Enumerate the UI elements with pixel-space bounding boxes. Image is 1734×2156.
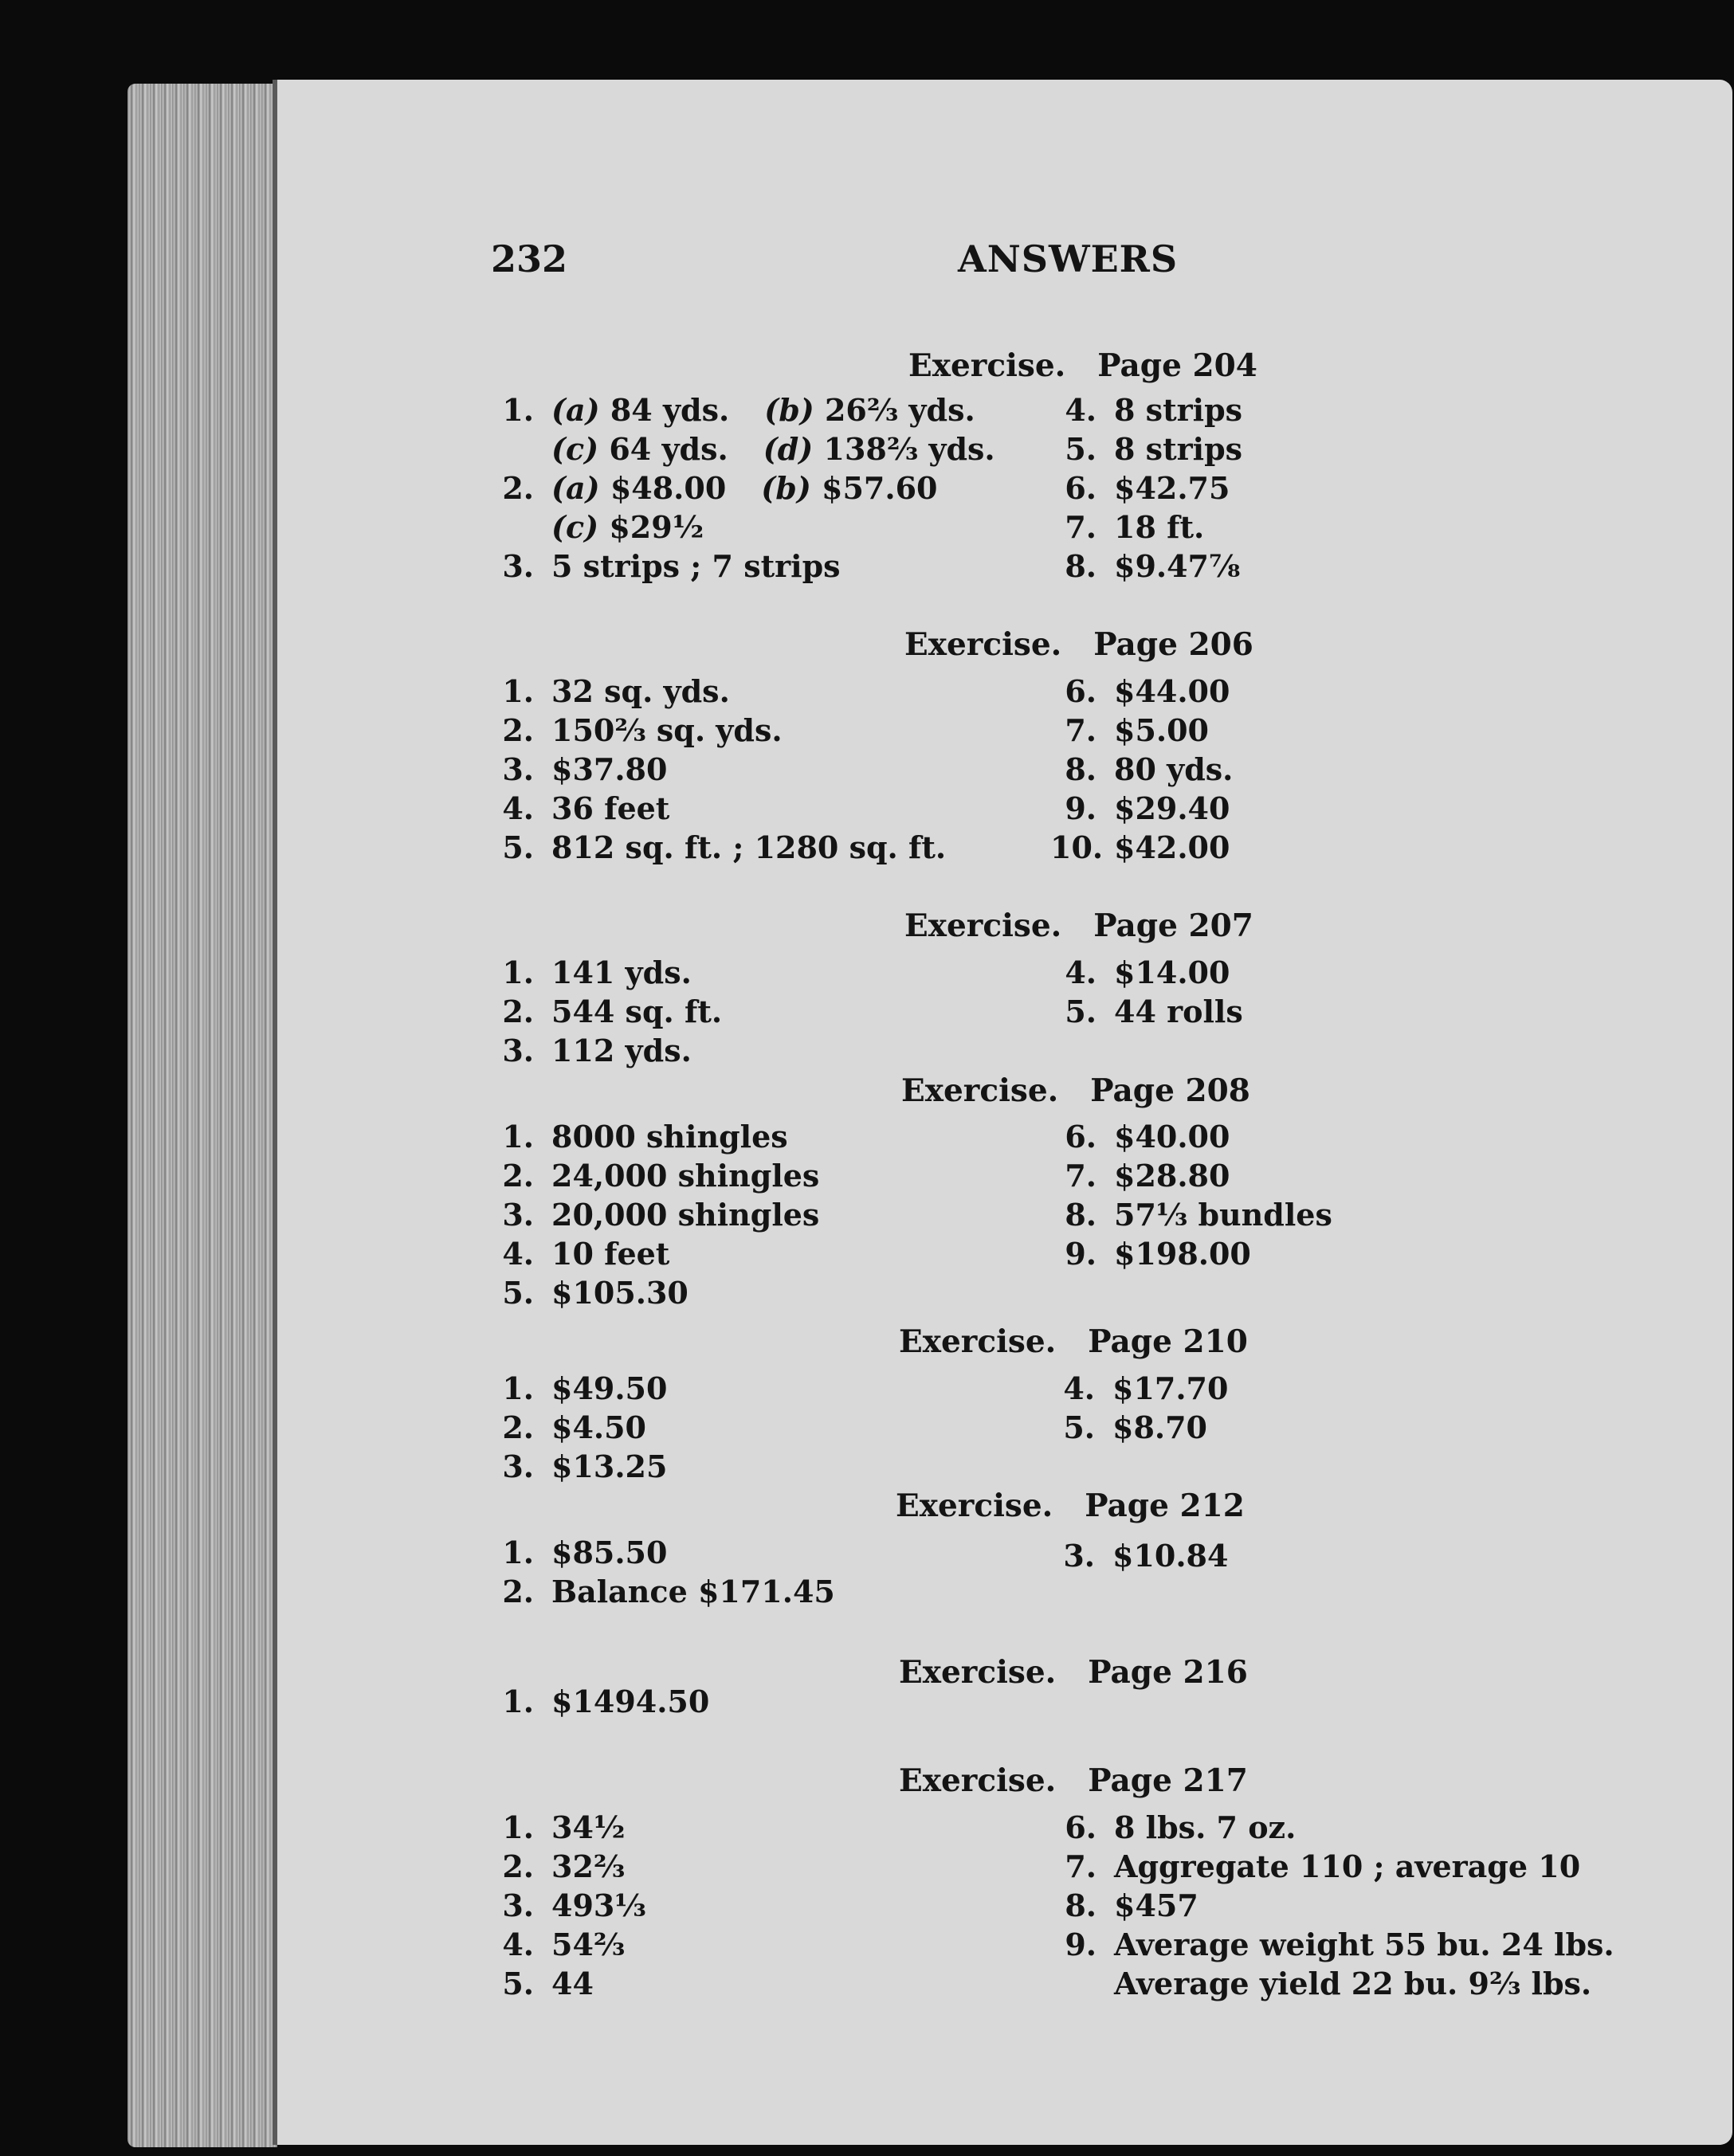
section-header [899,1323,1248,1360]
answer-line [488,751,668,787]
section-header [904,907,1253,944]
answer-number: 4. [1063,1370,1095,1406]
answer-text: $29½ [609,509,704,545]
answer-number: 1. [502,955,534,990]
part-label: (b) [764,392,814,428]
answer-number: 8. [1065,1887,1096,1923]
answer-text: $17.70 [1112,1370,1229,1406]
answer-text: 32⅔ [551,1848,626,1884]
answer-text: 26⅔ yds. [824,392,975,428]
exercise-page: Page 207 [1093,907,1253,944]
exercise-label: Exercise. [901,1072,1059,1109]
answer-text: 34½ [551,1809,626,1845]
answer-line [488,470,938,506]
answer-number: 2. [502,1574,534,1609]
answer-text: $28.80 [1114,1158,1230,1194]
answer-line [1050,470,1230,506]
answer-line [488,548,841,584]
answer-text: Aggregate 110 ; average 10 [1114,1848,1581,1884]
answer-number: 1. [502,1119,534,1154]
answer-number: 5. [502,1275,534,1311]
part-label: (d) [763,431,814,467]
answer-text: $105.30 [551,1275,688,1311]
answer-line [488,994,723,1029]
answer-number: 3. [502,1033,534,1068]
answer-text: 150⅔ sq. yds. [551,712,783,748]
answer-line [1050,1809,1297,1845]
answer-line [1050,751,1234,787]
answer-number: 3. [502,1197,534,1233]
answer-line [488,1448,668,1484]
answer-number: 9. [1065,790,1096,826]
answer-text: $4.50 [551,1409,646,1445]
answer-line [1049,1538,1229,1574]
answer-number: 4. [502,790,534,826]
section-header [908,347,1257,384]
answer-number: 6. [1065,673,1096,709]
answer-text: 112 yds. [551,1033,692,1068]
answer-text: 24,000 shingles [551,1158,820,1194]
exercise-page: Page 204 [1097,347,1257,384]
answer-number: 2. [502,1409,534,1445]
answer-line [488,829,947,865]
answer-line [1050,829,1230,865]
answer-text: $40.00 [1114,1119,1230,1154]
answer-text: 812 sq. ft. ; 1280 sq. ft. [551,829,947,865]
answer-line [488,1535,668,1570]
answer-number: 9. [1065,1927,1096,1962]
answer-line [1050,1927,1614,1962]
exercise-page: Page 210 [1088,1323,1248,1360]
answer-number: 5. [502,829,534,865]
answer-text: 8 strips [1114,392,1243,428]
answer-text: 36 feet [551,790,670,826]
answer-line [488,392,975,428]
answer-text: Average yield 22 bu. 9⅔ lbs. [1114,1966,1592,2001]
answer-number: 2. [502,1848,534,1884]
answer-line [1050,1119,1230,1154]
answer-line [488,712,783,748]
answer-text: 8 strips [1114,431,1243,467]
answer-number: 10. [1050,829,1104,865]
answer-line [488,431,995,467]
answer-number: 3. [502,1887,534,1923]
answer-line [1050,431,1243,467]
answer-line [488,1927,626,1962]
answer-text: 32 sq. yds. [551,673,730,709]
part-label: (c) [551,509,599,545]
answer-line [1050,673,1230,709]
answer-number: 4. [1065,955,1096,990]
section-header [899,1654,1248,1691]
answer-number: 7. [1065,509,1096,545]
answer-text: $5.00 [1114,712,1209,748]
answer-line [488,1158,820,1194]
answer-line [1050,1966,1592,2001]
answer-number: 5. [1065,994,1096,1029]
answer-text: 8000 shingles [551,1119,788,1154]
exercise-page: Page 212 [1085,1488,1245,1524]
exercise-label: Exercise. [899,1762,1057,1799]
answer-text: $49.50 [551,1370,668,1406]
answer-line [1050,548,1241,584]
answer-text: $57.60 [822,470,938,506]
answer-text: 18 ft. [1114,509,1205,545]
answer-number: 5. [502,1966,534,2001]
section-header [896,1488,1245,1524]
answer-line [1050,712,1209,748]
answer-text: 44 rolls [1114,994,1243,1029]
answer-line [488,1848,626,1884]
answer-number: 1. [502,392,534,428]
answer-text: 5 strips ; 7 strips [551,548,841,584]
answer-number: 5. [1065,431,1096,467]
answer-number: 3. [502,1448,534,1484]
exercise-page: Page 206 [1093,626,1253,663]
answer-number: 8. [1065,1197,1096,1233]
page-number: 232 [491,237,568,280]
answer-text: 64 yds. [609,431,728,467]
answer-number: 4. [502,1236,534,1272]
answer-text: $42.75 [1114,470,1230,506]
part-label: (b) [761,470,811,506]
answer-text: 80 yds. [1114,751,1234,787]
exercise-label: Exercise. [896,1488,1053,1524]
answer-number: 5. [1063,1409,1095,1445]
answer-text: $457 [1114,1887,1198,1923]
answer-line [488,509,704,545]
answer-line [1050,994,1243,1029]
answer-line [488,673,730,709]
answer-text: $8.70 [1112,1409,1207,1445]
answer-text: 138⅔ yds. [823,431,995,467]
answer-number: 1. [502,1370,534,1406]
running-title: ANSWERS [958,237,1179,280]
answer-line [1050,955,1230,990]
answer-number: 9. [1065,1236,1096,1272]
answer-line [1050,1887,1198,1923]
answer-text: $1494.50 [551,1684,710,1719]
answer-number: 3. [502,548,534,584]
answer-line [488,1119,788,1154]
answer-line [488,1574,835,1609]
answer-number: 2. [502,712,534,748]
answer-number: 6. [1065,1119,1096,1154]
answer-line [488,1197,820,1233]
answer-number: 6. [1065,1809,1096,1845]
answer-text: 141 yds. [551,955,692,990]
answer-line [488,1033,692,1068]
answer-line [488,1236,670,1272]
answer-line [488,1684,710,1719]
exercise-page: Page 217 [1088,1762,1248,1799]
answer-number: 6. [1065,470,1096,506]
answer-text: 544 sq. ft. [551,994,723,1029]
answer-line [488,1275,688,1311]
answer-number: 8. [1065,751,1096,787]
answer-line [488,790,670,826]
answer-line [1050,790,1230,826]
answer-number: 4. [502,1927,534,1962]
answer-line [1050,509,1205,545]
answer-number: 3. [502,751,534,787]
answer-number: 1. [502,673,534,709]
exercise-page: Page 216 [1088,1654,1248,1691]
answer-line [1050,1158,1230,1194]
answer-text: $14.00 [1114,955,1230,990]
answer-text: $42.00 [1114,829,1230,865]
answer-number: 1. [502,1809,534,1845]
answer-line [488,1966,594,2001]
answer-line [1049,1370,1229,1406]
answer-number: 7. [1065,1848,1096,1884]
answer-line [488,1809,626,1845]
answer-number: 2. [502,1158,534,1194]
answer-text: $44.00 [1114,673,1230,709]
answer-line [1049,1409,1207,1445]
part-label: (c) [551,431,599,467]
answer-text: $9.47⅞ [1114,548,1241,584]
answer-line [488,955,692,990]
exercise-label: Exercise. [908,347,1066,384]
answer-text: $85.50 [551,1535,668,1570]
answer-text: 57⅓ bundles [1114,1197,1332,1233]
answer-line [1050,1848,1581,1884]
answer-number: 4. [1065,392,1096,428]
part-label: (a) [551,392,600,428]
answer-line [488,1409,646,1445]
answer-text: 10 feet [551,1236,670,1272]
answer-text: 44 [551,1966,594,2001]
answer-number: 2. [502,470,534,506]
part-label: (a) [551,470,600,506]
exercise-label: Exercise. [899,1323,1057,1360]
answer-text: $29.40 [1114,790,1230,826]
exercise-label: Exercise. [899,1654,1057,1691]
answer-text: $48.00 [610,470,727,506]
answer-text: $198.00 [1114,1236,1251,1272]
answer-number: 7. [1065,1158,1096,1194]
answer-text: 20,000 shingles [551,1197,820,1233]
answer-number: 7. [1065,712,1096,748]
exercise-label: Exercise. [904,907,1062,944]
answer-text: Average weight 55 bu. 24 lbs. [1114,1927,1614,1962]
answer-line [1050,1236,1251,1272]
exercise-page: Page 208 [1090,1072,1250,1109]
answer-text: $10.84 [1112,1538,1229,1574]
answer-text: $13.25 [551,1448,668,1484]
answer-number: 3. [1063,1538,1095,1574]
answer-text: 54⅔ [551,1927,626,1962]
answer-number: 8. [1065,548,1096,584]
section-header [899,1762,1248,1799]
answer-text: 8 lbs. 7 oz. [1114,1809,1297,1845]
answer-number: 1. [502,1684,534,1719]
answer-line [1050,392,1243,428]
answer-number: 2. [502,994,534,1029]
book-edge [128,84,277,2147]
answer-text: $37.80 [551,751,668,787]
answer-line [1050,1197,1332,1233]
answer-line [488,1887,646,1923]
answer-number: 1. [502,1535,534,1570]
section-header [901,1072,1250,1109]
answer-text: 84 yds. [610,392,730,428]
answer-text: Balance $171.45 [551,1574,835,1609]
answer-text: 493⅓ [551,1887,646,1923]
exercise-label: Exercise. [904,626,1062,663]
answer-line [488,1370,668,1406]
section-header [904,626,1253,663]
